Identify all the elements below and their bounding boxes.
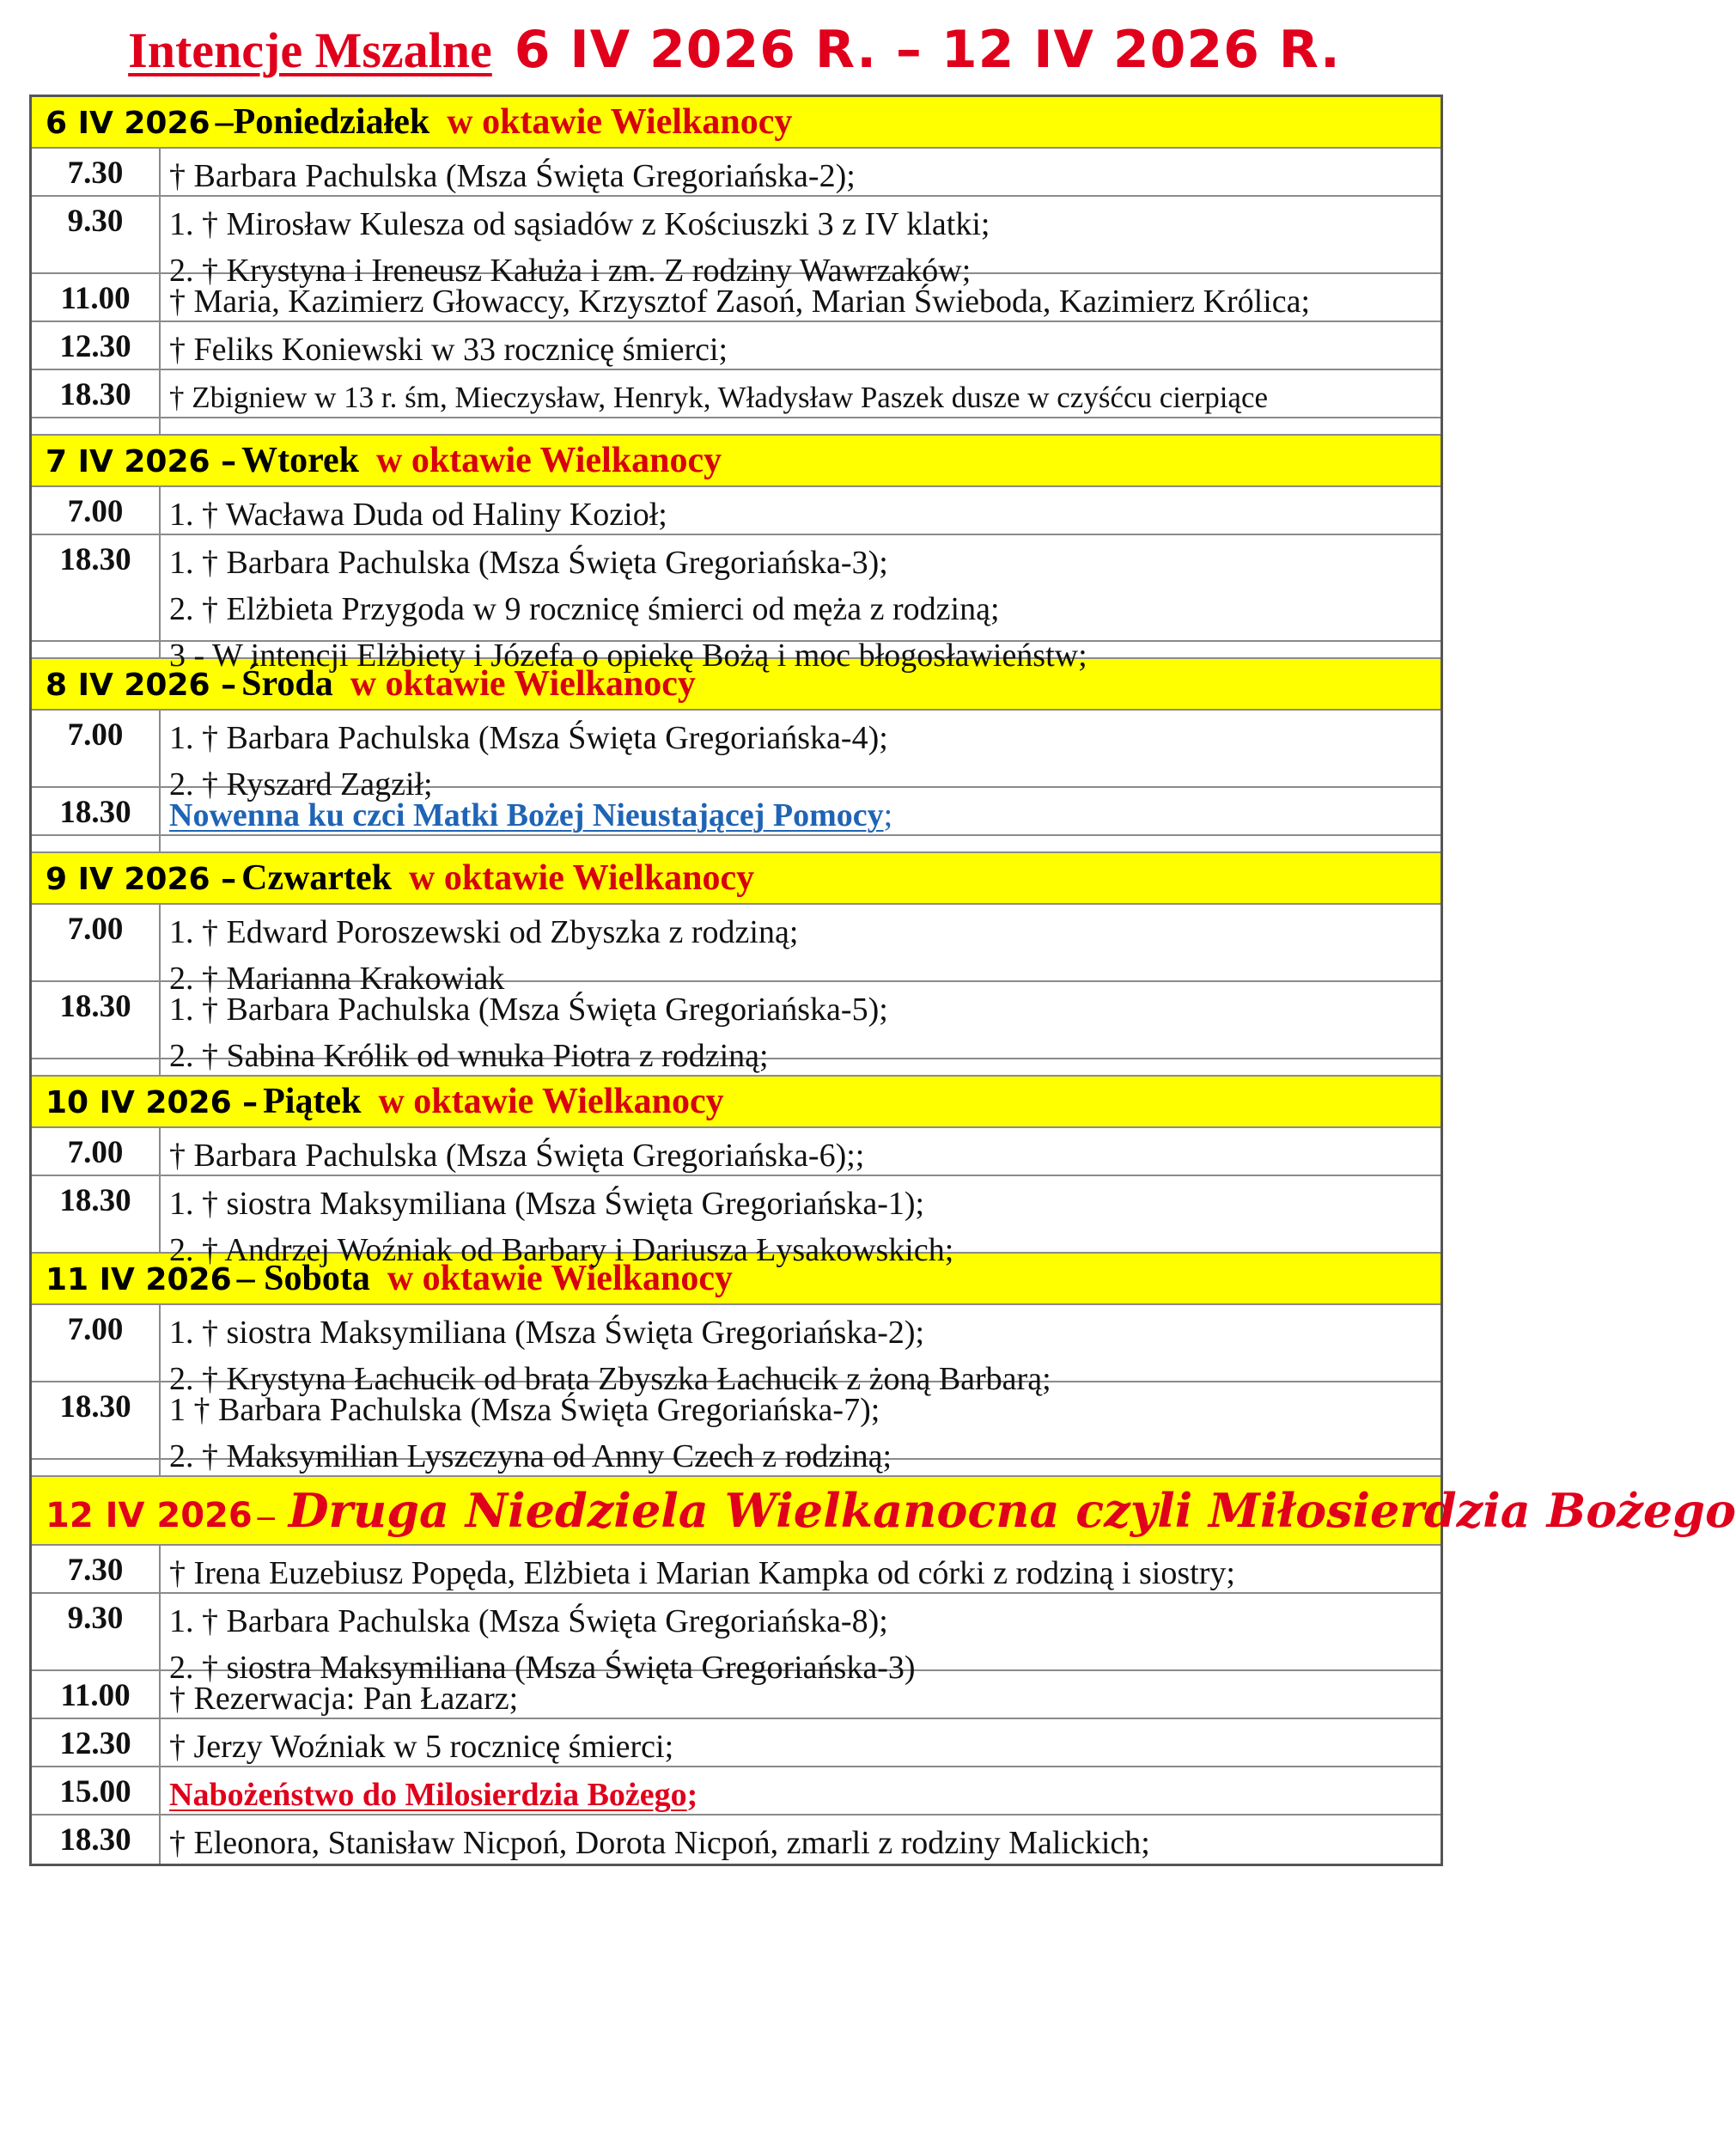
mass-time: 12.30	[32, 1719, 161, 1766]
day-date: 7 IV 2026 –	[46, 444, 237, 479]
day-date: 11 IV 2026	[46, 1262, 232, 1297]
mass-row	[32, 1128, 1441, 1176]
mass-time: 7.30	[32, 1546, 161, 1592]
intention-line: 1. † Barbara Pachulska (Msza Święta Gregoriańska-3);	[169, 545, 888, 581]
mass-time: 15.00	[32, 1767, 161, 1814]
intention-line: † Rezerwacja: Pan Łazarz;	[169, 1681, 519, 1717]
mass-intentions	[161, 274, 1441, 320]
day-date: 10 IV 2026 –	[46, 1085, 259, 1120]
mass-row	[32, 1767, 1441, 1816]
day-name: Czwartek	[241, 858, 393, 898]
mass-row	[32, 1594, 1441, 1686]
mass-time: 11.00	[32, 274, 161, 320]
mass-row	[32, 788, 1441, 836]
title-dates: 6 IV 2026 R. – 12 IV 2026 R.	[514, 20, 1341, 80]
mass-intentions	[161, 1305, 1441, 1397]
intention-line: † Eleonora, Stanisław Nicpoń, Dorota Nicpoń, zmarli z rodziny Malickich;	[169, 1825, 1150, 1861]
intention-line: 1. † Barbara Pachulska (Msza Święta Gregoriańska-5);	[169, 992, 888, 1028]
intention-line: 2. † siostra Maksymiliana (Msza Święta Gregoriańska-3)	[169, 1650, 916, 1686]
intention-line: 2. † Maksymilian Lyszczyna od Anny Czech z rodziną;	[169, 1438, 892, 1474]
mass-intentions	[161, 1382, 1441, 1474]
separator-cell	[32, 836, 161, 851]
mass-intentions	[161, 370, 1441, 417]
intention-line: 2. † Krystyna i Ireneusz Kałuża i zm. Z rodziny Wawrzaków;	[169, 253, 972, 289]
day-octave: w oktawie Wielkanocy	[447, 102, 793, 142]
mass-intentions	[161, 197, 1441, 289]
day-octave: w oktawie Wielkanocy	[409, 858, 755, 898]
mass-intentions	[161, 788, 1441, 834]
intention-line: 1. † siostra Maksymiliana (Msza Święta Gregoriańska-2);	[169, 1315, 925, 1351]
day-date: 12 IV 2026	[46, 1496, 253, 1535]
intention-line: 1 † Barbara Pachulska (Msza Święta Gregoriańska-7);	[169, 1392, 880, 1428]
intention-line: 2. † Sabina Królik od wnuka Piotra z rodziną;	[169, 1038, 769, 1074]
intention-line: † Irena Euzebiusz Popęda, Elżbieta i Marian Kampka od córki z rodziną i siostry;	[169, 1555, 1235, 1591]
intention-line: † Barbara Pachulska (Msza Święta Gregoriańska-6);;	[169, 1138, 865, 1174]
mass-intentions	[161, 535, 1441, 674]
mass-time: 12.30	[32, 322, 161, 369]
mass-time: 18.30	[32, 1382, 161, 1458]
title-main: Intencje Mszalne	[128, 22, 492, 78]
day-header-sun	[32, 1477, 1736, 1546]
intention-line: † Zbigniew w 13 r. śm, Mieczysław, Henryk, Władysław Paszek dusze w czyśćcu cierpiące	[169, 381, 1269, 414]
day-octave: w oktawie Wielkanocy	[378, 1082, 724, 1121]
mass-row	[32, 1671, 1441, 1719]
day-octave: w oktawie Wielkanocy	[375, 441, 722, 480]
mass-row	[32, 1719, 1441, 1767]
day-header-tue	[32, 436, 1441, 487]
mass-intentions	[161, 1671, 1441, 1718]
schedule-table	[29, 95, 1736, 1866]
mass-row	[32, 370, 1441, 418]
mass-intentions	[161, 149, 1441, 195]
mass-time: 7.00	[32, 711, 161, 786]
day-octave: Druga Niedziela Wielkanocna czyli Miłosierdzia Bożego	[288, 1483, 1736, 1538]
day-separator	[32, 418, 1441, 436]
mass-time: 18.30	[32, 370, 161, 417]
mass-intentions	[161, 1128, 1441, 1175]
mass-row	[32, 274, 1441, 322]
day-date: 9 IV 2026 –	[46, 862, 237, 897]
mass-time: 7.00	[32, 905, 161, 980]
intention-line: 1. † Mirosław Kulesza od sąsiadów z Kościuszki 3 z IV klatki;	[169, 206, 990, 242]
intention-line: † Feliks Koniewski w 33 rocznicę śmierci;	[169, 332, 728, 368]
mass-row	[32, 1176, 1441, 1268]
mass-time: 9.30	[32, 197, 161, 272]
mass-time: 7.00	[32, 487, 161, 534]
separator-cell	[32, 1059, 161, 1075]
mass-time: 18.30	[32, 982, 161, 1058]
special-service-link[interactable]: Nabożeństwo do Milosierdzia Bożego	[169, 1777, 687, 1813]
special-service-link[interactable]: Nowenna ku czci Matki Bożej Nieustającej Pomocy	[169, 797, 884, 833]
mass-time: 18.30	[32, 1176, 161, 1252]
mass-time: 7.30	[32, 149, 161, 195]
intention-line: 2. † Elżbieta Przygoda w 9 rocznicę śmierci od męża z rodziną;	[169, 591, 1000, 627]
day-name: Piątek	[263, 1082, 362, 1121]
special-service-suffix: ;	[883, 797, 893, 833]
day-name: Wtorek	[241, 441, 359, 480]
mass-intentions	[161, 1546, 1441, 1592]
mass-row	[32, 149, 1441, 197]
mass-intentions	[161, 1594, 1441, 1686]
mass-time: 7.00	[32, 1128, 161, 1175]
day-name: Środa	[241, 664, 333, 704]
mass-intentions	[161, 711, 1441, 802]
mass-row	[32, 535, 1441, 674]
day-date: 8 IV 2026 –	[46, 668, 237, 703]
mass-intentions	[161, 905, 1441, 997]
mass-intentions	[161, 1719, 1441, 1766]
mass-row	[32, 1816, 1441, 1864]
mass-row	[32, 1546, 1441, 1594]
intention-line: † Maria, Kazimierz Głowaccy, Krzysztof Zasoń, Marian Świeboda, Kazimierz Królica;	[169, 284, 1311, 320]
mass-intentions	[161, 982, 1441, 1074]
intention-line: † Barbara Pachulska (Msza Święta Gregoriańska-2);	[169, 158, 856, 194]
day-header-mon	[32, 97, 1441, 149]
intention-line: 2. † Marianna Krakowiak	[169, 961, 505, 997]
mass-time: 9.30	[32, 1594, 161, 1669]
mass-time: 18.30	[32, 1816, 161, 1864]
intention-line: 2. † Ryszard Zagził;	[169, 766, 433, 802]
day-name: – Sobota	[236, 1259, 370, 1298]
mass-row	[32, 982, 1441, 1074]
special-service-suffix: ;	[686, 1777, 698, 1813]
day-octave: w oktawie Wielkanocy	[350, 664, 696, 704]
intention-line: 1. † Barbara Pachulska (Msza Święta Gregoriańska-4);	[169, 720, 888, 756]
day-date: 6 IV 2026	[46, 106, 210, 141]
mass-time: 18.30	[32, 788, 161, 834]
day-header-thu	[32, 853, 1441, 905]
day-name: –	[257, 1496, 275, 1535]
intention-line: 2. † Krystyna Łachucik od brata Zbyszka Łachucik z żoną Barbarą;	[169, 1361, 1051, 1397]
mass-time: 18.30	[32, 535, 161, 640]
intention-line: 1. † Edward Poroszewski od Zbyszka z rodziną;	[169, 914, 799, 950]
day-octave: w oktawie Wielkanocy	[387, 1259, 733, 1298]
separator-cell	[32, 642, 161, 657]
mass-row	[32, 711, 1441, 802]
day-name: –Poniedziałek	[215, 102, 430, 142]
mass-intentions	[161, 1767, 1441, 1814]
day-header-fri	[32, 1077, 1441, 1128]
intention-line: 1. † siostra Maksymiliana (Msza Święta Gregoriańska-1);	[169, 1186, 925, 1222]
mass-intentions	[161, 322, 1441, 369]
mass-time: 11.00	[32, 1671, 161, 1718]
intention-line: † Jerzy Woźniak w 5 rocznicę śmierci;	[169, 1729, 674, 1765]
mass-row	[32, 905, 1441, 997]
mass-time: 7.00	[32, 1305, 161, 1381]
mass-row	[32, 487, 1441, 535]
mass-row	[32, 322, 1441, 370]
mass-intentions	[161, 1816, 1441, 1864]
intention-line: 1. † Barbara Pachulska (Msza Święta Gregoriańska-8);	[169, 1603, 888, 1639]
day-separator	[32, 836, 1441, 853]
page-title	[0, 7, 1469, 93]
separator-cell	[32, 1460, 161, 1475]
intention-line: 3 - W intencji Elżbiety i Józefa o opiekę Bożą i moc błogosławieństw;	[169, 638, 1087, 674]
intention-line: 2. † Andrzej Woźniak od Barbary i Dariusza Łysakowskich;	[169, 1232, 954, 1268]
mass-intentions	[161, 487, 1441, 534]
separator-cell	[32, 418, 161, 434]
mass-row	[32, 1305, 1441, 1397]
mass-row	[32, 1382, 1441, 1474]
mass-row	[32, 197, 1441, 289]
intention-line: 1. † Wacława Duda od Haliny Kozioł;	[169, 497, 667, 533]
mass-intentions	[161, 1176, 1441, 1268]
